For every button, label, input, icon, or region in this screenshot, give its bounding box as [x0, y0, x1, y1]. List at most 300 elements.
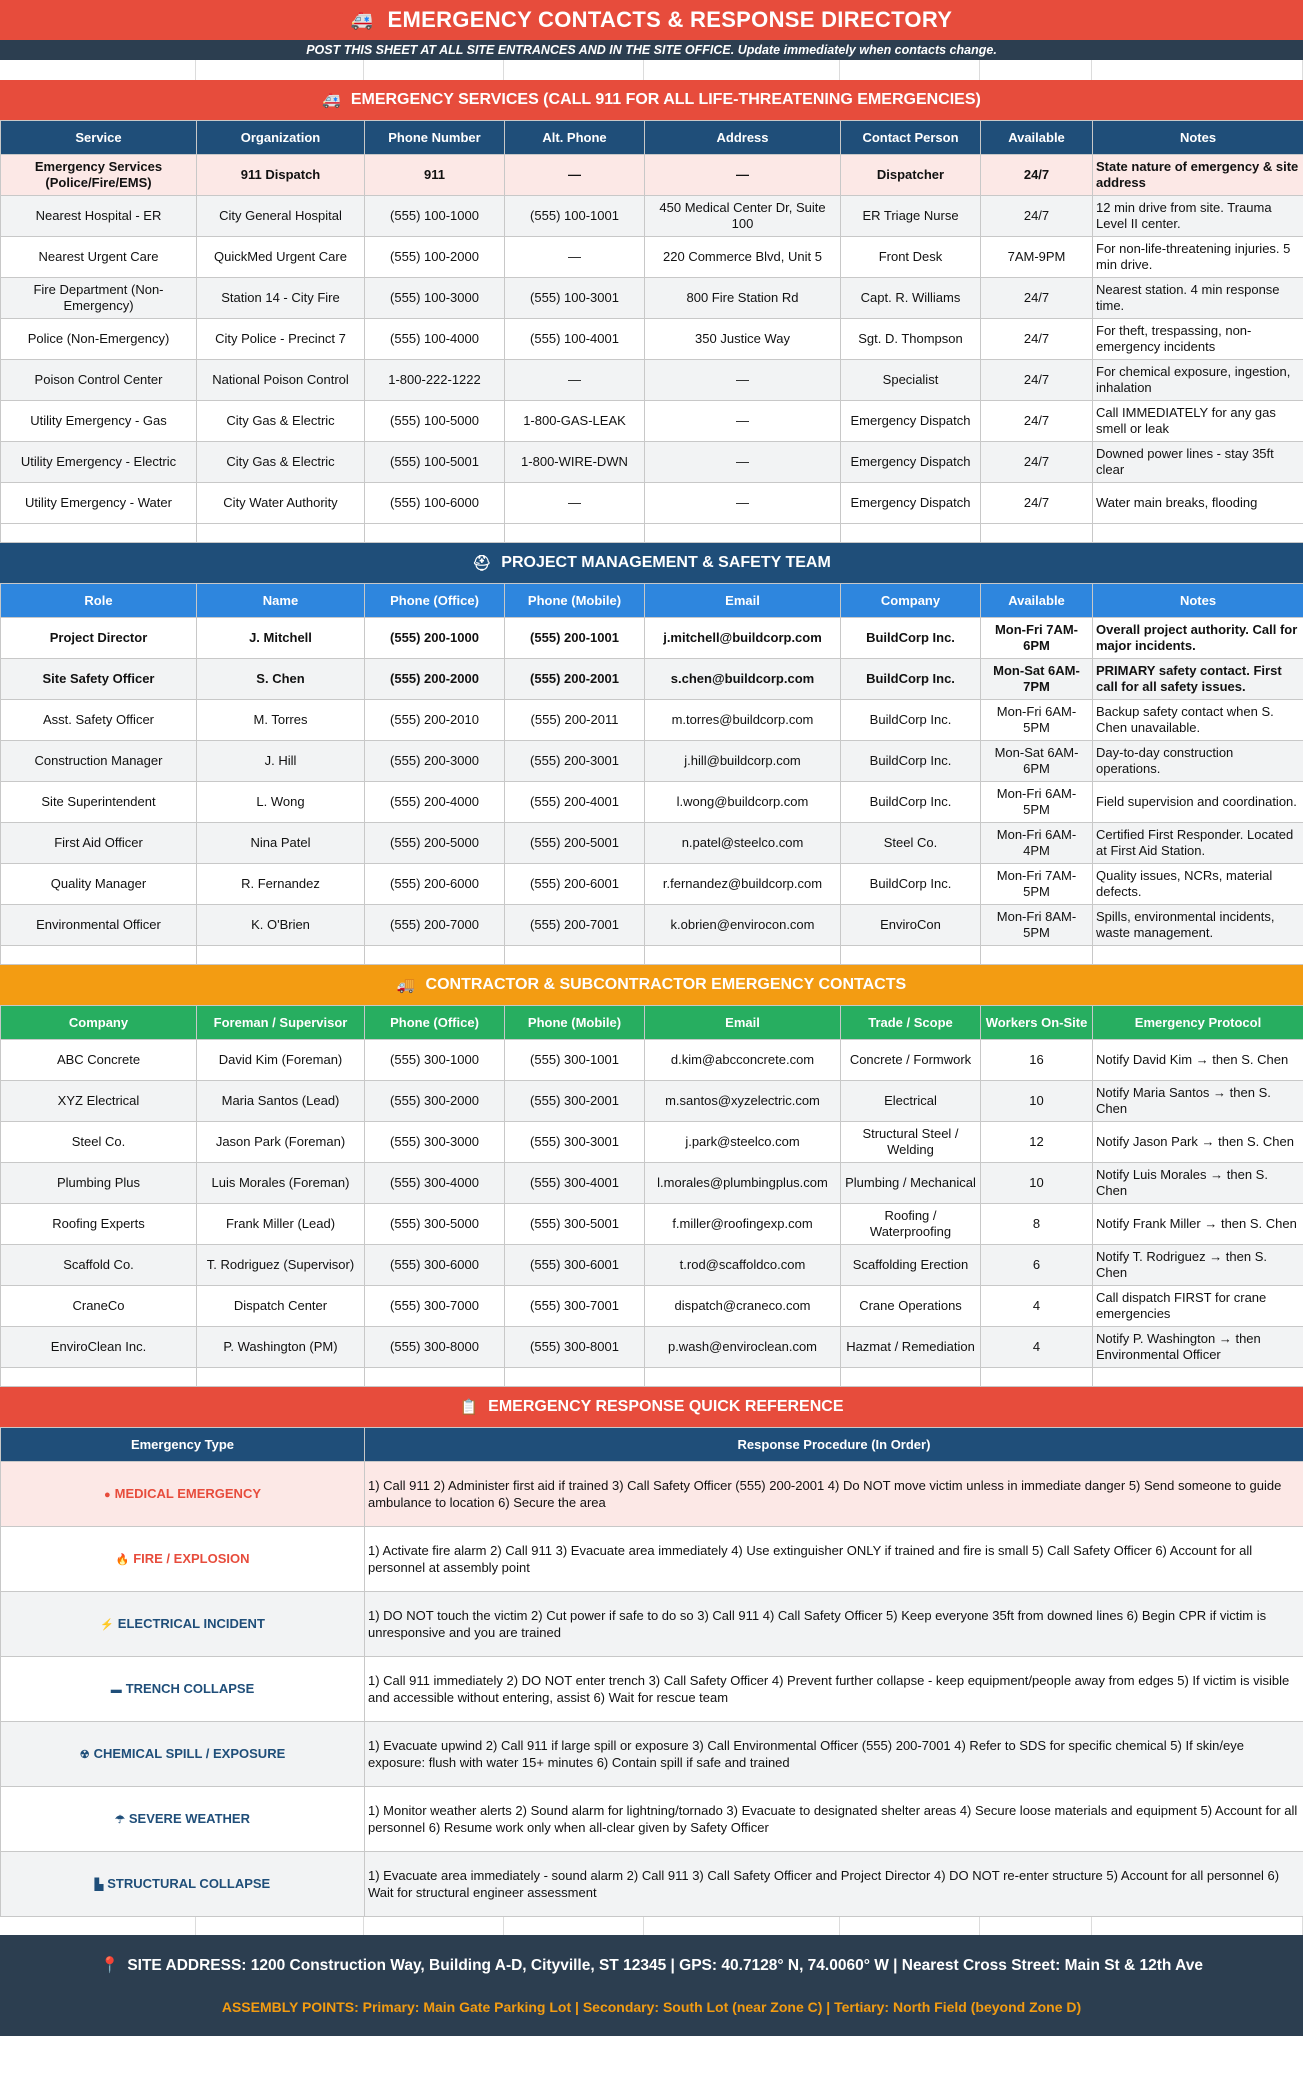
spacer [0, 60, 1303, 80]
spacer-cell [981, 946, 1093, 965]
table-cell: QuickMed Urgent Care [197, 237, 365, 278]
table-cell: Concrete / Formwork [841, 1040, 981, 1081]
table-cell: L. Wong [197, 782, 365, 823]
table-row [1, 155, 1303, 196]
table-cell: (555) 300-6000 [365, 1245, 505, 1286]
page-subtitle: POST THIS SHEET AT ALL SITE ENTRANCES AND IN THE SITE OFFICE. Update immediately when contacts change. [306, 43, 997, 57]
column-header: Foreman / Supervisor [197, 1006, 365, 1040]
table-cell: Police (Non-Emergency) [1, 319, 197, 360]
table-cell: (555) 300-4001 [505, 1163, 645, 1204]
table-cell: (555) 200-2011 [505, 700, 645, 741]
building-icon: ▙ [94, 1878, 104, 1891]
table-cell: Call dispatch FIRST for crane emergencies [1093, 1286, 1303, 1327]
table-cell: m.santos@xyzelectric.com [645, 1081, 841, 1122]
table-cell: BuildCorp Inc. [841, 782, 981, 823]
table-cell: Nearest Hospital - ER [1, 196, 197, 237]
table-cell: Nina Patel [197, 823, 365, 864]
spacer-cell [645, 1368, 841, 1387]
table-cell: (555) 200-2001 [505, 659, 645, 700]
table-cell: (555) 300-3001 [505, 1122, 645, 1163]
table-row [1, 360, 1303, 401]
table-cell: Construction Manager [1, 741, 197, 782]
column-header: Workers On-Site [981, 1006, 1093, 1040]
table-cell: S. Chen [197, 659, 365, 700]
column-header: Role [1, 584, 197, 618]
table-cell: Roofing Experts [1, 1204, 197, 1245]
table-cell: Water main breaks, flooding [1093, 483, 1303, 524]
table-cell: Emergency Dispatch [841, 442, 981, 483]
column-header: Email [645, 584, 841, 618]
table-cell: Fire Department (Non-Emergency) [1, 278, 197, 319]
table-cell: Spills, environmental incidents, waste management. [1093, 905, 1303, 946]
table-cell: k.obrien@envirocon.com [645, 905, 841, 946]
table-cell: (555) 100-1000 [365, 196, 505, 237]
emergency-type-cell [1, 1527, 365, 1592]
lightning-icon: ⚡ [100, 1618, 114, 1631]
table-cell: t.rod@scaffoldco.com [645, 1245, 841, 1286]
table-cell: Environmental Officer [1, 905, 197, 946]
table-cell: (555) 300-7001 [505, 1286, 645, 1327]
emergency-type-label: ELECTRICAL INCIDENT [117, 1615, 265, 1631]
table-cell: r.fernandez@buildcorp.com [645, 864, 841, 905]
column-header: Company [1, 1006, 197, 1040]
spacer-cell [505, 1368, 645, 1387]
table-cell: R. Fernandez [197, 864, 365, 905]
spacer-cell [1093, 524, 1303, 543]
column-header: Organization [197, 121, 365, 155]
table-cell: Site Superintendent [1, 782, 197, 823]
table-row [1, 1286, 1303, 1327]
spacer-cell [645, 946, 841, 965]
table-cell: State nature of emergency & site address [1093, 155, 1303, 196]
table-cell: (555) 200-1001 [505, 618, 645, 659]
table-cell: Poison Control Center [1, 360, 197, 401]
table-cell: 24/7 [981, 442, 1093, 483]
table-cell: 10 [981, 1081, 1093, 1122]
response-procedure-cell: 1) Activate fire alarm 2) Call 911 3) Evacuate area immediately 4) Use extinguisher ONLY if trained and fire is small 5) Call Safety Officer 6) Account for all personnel at assembly point [365, 1527, 1303, 1592]
table-cell: 4 [981, 1327, 1093, 1368]
table-cell: Mon-Sat 6AM-7PM [981, 659, 1093, 700]
spacer [0, 1917, 1303, 1935]
table-cell: (555) 300-3000 [365, 1122, 505, 1163]
table-cell: Luis Morales (Foreman) [197, 1163, 365, 1204]
table-cell: 6 [981, 1245, 1093, 1286]
table-cell: (555) 300-8000 [365, 1327, 505, 1368]
table-cell: P. Washington (PM) [197, 1327, 365, 1368]
table-cell: j.mitchell@buildcorp.com [645, 618, 841, 659]
table-cell: EnviroClean Inc. [1, 1327, 197, 1368]
response-procedure-cell: 1) Evacuate upwind 2) Call 911 if large spill or exposure 3) Call Environmental Officer (555) 200-7001 4) Refer to SDS for specific chemical 5) If skin/eye exposure: flush with water 15+ minutes 6) Contain spill if safe and trained [365, 1722, 1303, 1787]
quick-reference-title: EMERGENCY RESPONSE QUICK REFERENCE [488, 1398, 844, 1415]
page-title: EMERGENCY CONTACTS & RESPONSE DIRECTORY [387, 7, 953, 32]
table-cell: 220 Commerce Blvd, Unit 5 [645, 237, 841, 278]
table-header-row [1, 1006, 1303, 1040]
spacer-cell [841, 946, 981, 965]
contractors-title: CONTRACTOR & SUBCONTRACTOR EMERGENCY CONTACTS [425, 976, 907, 993]
table-cell: (555) 200-4001 [505, 782, 645, 823]
column-header: Available [981, 121, 1093, 155]
table-cell: — [505, 483, 645, 524]
table-cell: Frank Miller (Lead) [197, 1204, 365, 1245]
table-cell: m.torres@buildcorp.com [645, 700, 841, 741]
table-cell: Scaffolding Erection [841, 1245, 981, 1286]
table-row [1, 1327, 1303, 1368]
table-cell: 800 Fire Station Rd [645, 278, 841, 319]
spacer-cell [197, 946, 365, 965]
table-cell: City General Hospital [197, 196, 365, 237]
emergency-type-label: CHEMICAL SPILL / EXPOSURE [93, 1745, 286, 1761]
table-row [1, 1527, 1303, 1592]
table-cell: City Police - Precinct 7 [197, 319, 365, 360]
table-row [1, 196, 1303, 237]
table-cell: Utility Emergency - Gas [1, 401, 197, 442]
table-row [1, 1122, 1303, 1163]
project-team-table [0, 583, 1303, 965]
table-cell: Electrical [841, 1081, 981, 1122]
table-cell: 24/7 [981, 401, 1093, 442]
table-cell: (555) 200-5001 [505, 823, 645, 864]
table-cell: Downed power lines - stay 35ft clear [1093, 442, 1303, 483]
table-cell: 8 [981, 1204, 1093, 1245]
table-cell: Scaffold Co. [1, 1245, 197, 1286]
table-cell: Maria Santos (Lead) [197, 1081, 365, 1122]
table-cell: For non-life-threatening injuries. 5 min drive. [1093, 237, 1303, 278]
table-header-row [1, 1428, 1303, 1462]
column-header: Company [841, 584, 981, 618]
spacer-cell [1, 524, 197, 543]
table-cell: David Kim (Foreman) [197, 1040, 365, 1081]
table-cell: — [505, 360, 645, 401]
table-cell: (555) 200-3000 [365, 741, 505, 782]
emergency-type-cell [1, 1787, 365, 1852]
spacer-cell [365, 524, 505, 543]
ambulance-icon: 🚑 [322, 92, 341, 109]
hazard-icon: ☢ [79, 1748, 90, 1761]
contractors-table [0, 1005, 1303, 1387]
table-cell: Dispatcher [841, 155, 981, 196]
table-cell: — [645, 442, 841, 483]
clipboard-icon: 📋 [459, 1399, 479, 1416]
table-cell: BuildCorp Inc. [841, 700, 981, 741]
table-cell: Plumbing / Mechanical [841, 1163, 981, 1204]
table-cell: (555) 300-5000 [365, 1204, 505, 1245]
site-info-footer [0, 1935, 1303, 2036]
table-cell: 24/7 [981, 319, 1093, 360]
spacer-cell [1, 946, 197, 965]
table-cell: Notify P. Washington → then Environmental Officer [1093, 1327, 1303, 1368]
table-cell: (555) 300-7000 [365, 1286, 505, 1327]
table-cell: 24/7 [981, 155, 1093, 196]
emergency-type-label: STRUCTURAL COLLAPSE [107, 1875, 271, 1891]
column-header: Name [197, 584, 365, 618]
table-cell: Mon-Fri 7AM-6PM [981, 618, 1093, 659]
table-cell: Front Desk [841, 237, 981, 278]
table-row [1, 442, 1303, 483]
table-cell: 1-800-GAS-LEAK [505, 401, 645, 442]
column-header: Phone (Mobile) [505, 584, 645, 618]
table-cell: T. Rodriguez (Supervisor) [197, 1245, 365, 1286]
emergency-type-label: SEVERE WEATHER [128, 1810, 250, 1826]
table-cell: — [645, 360, 841, 401]
spacer-cell [645, 524, 841, 543]
table-row [1, 1852, 1303, 1917]
quick-reference-heading [0, 1387, 1303, 1427]
quick-reference-table [0, 1427, 1303, 1917]
table-cell: 350 Justice Way [645, 319, 841, 360]
table-cell: Steel Co. [841, 823, 981, 864]
table-cell: Mon-Fri 8AM-5PM [981, 905, 1093, 946]
table-cell: (555) 300-4000 [365, 1163, 505, 1204]
table-cell: (555) 200-6000 [365, 864, 505, 905]
table-cell: Day-to-day construction operations. [1093, 741, 1303, 782]
table-cell: Notify David Kim → then S. Chen [1093, 1040, 1303, 1081]
table-row [1, 618, 1303, 659]
table-cell: (555) 100-4000 [365, 319, 505, 360]
emergency-type-label: FIRE / EXPLOSION [133, 1550, 250, 1566]
table-cell: Jason Park (Foreman) [197, 1122, 365, 1163]
table-cell: Mon-Fri 6AM-4PM [981, 823, 1093, 864]
table-cell: City Gas & Electric [197, 401, 365, 442]
spacer-cell [1093, 1368, 1303, 1387]
table-cell: (555) 300-2001 [505, 1081, 645, 1122]
table-cell: (555) 100-3001 [505, 278, 645, 319]
table-row [1, 1245, 1303, 1286]
table-cell: K. O'Brien [197, 905, 365, 946]
column-header: Contact Person [841, 121, 981, 155]
fire-icon: 🔥 [115, 1553, 130, 1566]
table-cell: Field supervision and coordination. [1093, 782, 1303, 823]
pin-icon: 📍 [100, 1957, 120, 1974]
table-cell: j.park@steelco.com [645, 1122, 841, 1163]
table-cell: d.kim@abcconcrete.com [645, 1040, 841, 1081]
page-subtitle-bar [0, 40, 1303, 60]
table-cell: Roofing / Waterproofing [841, 1204, 981, 1245]
table-cell: j.hill@buildcorp.com [645, 741, 841, 782]
column-header: Service [1, 121, 197, 155]
emergency-type-label: MEDICAL EMERGENCY [114, 1485, 262, 1501]
site-address-line [100, 1956, 1203, 1975]
table-cell: Utility Emergency - Water [1, 483, 197, 524]
table-cell: 450 Medical Center Dr, Suite 100 [645, 196, 841, 237]
column-header: Response Procedure (In Order) [365, 1428, 1303, 1462]
table-row [1, 700, 1303, 741]
table-row [1, 319, 1303, 360]
emergency-type-cell [1, 1657, 365, 1722]
table-cell: BuildCorp Inc. [841, 618, 981, 659]
table-cell: (555) 200-3001 [505, 741, 645, 782]
table-cell: (555) 100-4001 [505, 319, 645, 360]
table-cell: f.miller@roofingexp.com [645, 1204, 841, 1245]
emergency-services-heading [0, 80, 1303, 120]
table-cell: 911 [365, 155, 505, 196]
column-header: Email [645, 1006, 841, 1040]
table-cell: — [505, 155, 645, 196]
column-header: Notes [1093, 121, 1303, 155]
table-cell: 1-800-WIRE-DWN [505, 442, 645, 483]
table-cell: (555) 100-2000 [365, 237, 505, 278]
table-cell: XYZ Electrical [1, 1081, 197, 1122]
table-cell: (555) 300-5001 [505, 1204, 645, 1245]
table-cell: 24/7 [981, 278, 1093, 319]
column-header: Phone Number [365, 121, 505, 155]
spacer-row [1, 1368, 1303, 1387]
table-cell: Overall project authority. Call for major incidents. [1093, 618, 1303, 659]
table-cell: Quality issues, NCRs, material defects. [1093, 864, 1303, 905]
table-row [1, 1204, 1303, 1245]
column-header: Trade / Scope [841, 1006, 981, 1040]
table-cell: Emergency Services (Police/Fire/EMS) [1, 155, 197, 196]
spacer-cell [365, 946, 505, 965]
table-cell: Capt. R. Williams [841, 278, 981, 319]
table-cell: National Poison Control [197, 360, 365, 401]
table-row [1, 278, 1303, 319]
table-row [1, 401, 1303, 442]
weather-icon: ☂ [115, 1813, 125, 1826]
table-cell: (555) 300-6001 [505, 1245, 645, 1286]
spacer-cell [981, 1368, 1093, 1387]
table-header-row [1, 584, 1303, 618]
table-cell: Plumbing Plus [1, 1163, 197, 1204]
table-cell: CraneCo [1, 1286, 197, 1327]
spacer-row [1, 524, 1303, 543]
table-cell: 7AM-9PM [981, 237, 1093, 278]
table-cell: (555) 300-2000 [365, 1081, 505, 1122]
table-cell: Steel Co. [1, 1122, 197, 1163]
table-cell: City Gas & Electric [197, 442, 365, 483]
table-cell: l.morales@plumbingplus.com [645, 1163, 841, 1204]
spacer-cell [365, 1368, 505, 1387]
table-cell: (555) 100-3000 [365, 278, 505, 319]
column-header: Phone (Office) [365, 584, 505, 618]
table-row [1, 659, 1303, 700]
table-cell: 12 min drive from site. Trauma Level II center. [1093, 196, 1303, 237]
table-cell: 16 [981, 1040, 1093, 1081]
table-cell: BuildCorp Inc. [841, 864, 981, 905]
table-row [1, 483, 1303, 524]
table-cell: (555) 100-1001 [505, 196, 645, 237]
table-cell: M. Torres [197, 700, 365, 741]
table-header-row [1, 121, 1303, 155]
ambulance-icon: 🚑 [350, 9, 374, 30]
spacer-cell [197, 524, 365, 543]
response-procedure-cell: 1) Call 911 immediately 2) DO NOT enter trench 3) Call Safety Officer 4) Prevent further collapse - keep equipment/people away from edges 5) If victim is visible and accessible without entering, assist 6) Wait for rescue team [365, 1657, 1303, 1722]
table-cell: Quality Manager [1, 864, 197, 905]
table-cell: (555) 200-5000 [365, 823, 505, 864]
site-address: SITE ADDRESS: 1200 Construction Way, Building A-D, Cityville, ST 12345 | GPS: 40.7128° N, 74.0060° W | Nearest Cross Street: Main St & 12th Ave [127, 1957, 1203, 1974]
table-row [1, 864, 1303, 905]
column-header: Address [645, 121, 841, 155]
spacer-cell [841, 1368, 981, 1387]
table-cell: City Water Authority [197, 483, 365, 524]
table-cell: — [645, 155, 841, 196]
table-row [1, 1657, 1303, 1722]
table-cell: J. Mitchell [197, 618, 365, 659]
spacer-cell [1, 1368, 197, 1387]
table-cell: 4 [981, 1286, 1093, 1327]
response-procedure-cell: 1) Monitor weather alerts 2) Sound alarm for lightning/tornado 3) Evacuate to designated shelter areas 4) Secure loose materials and equipment 5) Account for all personnel 6) Resume work only when all-clear given by Safety Officer [365, 1787, 1303, 1852]
project-team-title: PROJECT MANAGEMENT & SAFETY TEAM [501, 554, 831, 571]
table-cell: (555) 100-5000 [365, 401, 505, 442]
table-cell: J. Hill [197, 741, 365, 782]
truck-icon: 🚚 [396, 977, 416, 994]
spacer-cell [981, 524, 1093, 543]
contractors-heading [0, 965, 1303, 1005]
table-cell: Specialist [841, 360, 981, 401]
table-cell: — [645, 483, 841, 524]
table-row [1, 905, 1303, 946]
table-cell: (555) 300-1001 [505, 1040, 645, 1081]
table-row [1, 1592, 1303, 1657]
table-cell: 24/7 [981, 483, 1093, 524]
table-cell: ER Triage Nurse [841, 196, 981, 237]
column-header: Phone (Office) [365, 1006, 505, 1040]
table-cell: 10 [981, 1163, 1093, 1204]
table-cell: Nearest station. 4 min response time. [1093, 278, 1303, 319]
emergency-type-cell [1, 1592, 365, 1657]
table-cell: BuildCorp Inc. [841, 659, 981, 700]
emergency-type-cell [1, 1462, 365, 1527]
table-cell: 24/7 [981, 196, 1093, 237]
table-cell: (555) 100-6000 [365, 483, 505, 524]
table-cell: Notify Frank Miller → then S. Chen [1093, 1204, 1303, 1245]
table-row [1, 1462, 1303, 1527]
table-row [1, 1163, 1303, 1204]
table-cell: Notify T. Rodriguez → then S. Chen [1093, 1245, 1303, 1286]
column-header: Notes [1093, 584, 1303, 618]
table-cell: (555) 300-1000 [365, 1040, 505, 1081]
table-cell: (555) 200-4000 [365, 782, 505, 823]
table-cell: (555) 200-6001 [505, 864, 645, 905]
trench-icon: ▬ [110, 1683, 122, 1696]
table-cell: — [505, 237, 645, 278]
table-row [1, 1722, 1303, 1787]
page-title-bar [0, 0, 1303, 40]
spacer-cell [505, 524, 645, 543]
spacer-cell [841, 524, 981, 543]
table-cell: Mon-Fri 7AM-5PM [981, 864, 1093, 905]
table-cell: (555) 200-2010 [365, 700, 505, 741]
table-cell: Notify Jason Park → then S. Chen [1093, 1122, 1303, 1163]
table-cell: 12 [981, 1122, 1093, 1163]
table-cell: PRIMARY safety contact. First call for all safety issues. [1093, 659, 1303, 700]
table-row [1, 1787, 1303, 1852]
hard-hat-icon: ⛑ [472, 555, 492, 572]
column-header: Emergency Type [1, 1428, 365, 1462]
table-cell: p.wash@enviroclean.com [645, 1327, 841, 1368]
spacer-cell [197, 1368, 365, 1387]
table-cell: (555) 200-1000 [365, 618, 505, 659]
emergency-type-label: TRENCH COLLAPSE [125, 1680, 255, 1696]
table-cell: (555) 100-5001 [365, 442, 505, 483]
table-cell: Certified First Responder. Located at First Aid Station. [1093, 823, 1303, 864]
table-cell: Structural Steel / Welding [841, 1122, 981, 1163]
table-cell: Hazmat / Remediation [841, 1327, 981, 1368]
column-header: Available [981, 584, 1093, 618]
emergency-type-cell [1, 1722, 365, 1787]
table-cell: Notify Maria Santos → then S. Chen [1093, 1081, 1303, 1122]
column-header: Emergency Protocol [1093, 1006, 1303, 1040]
table-row [1, 1040, 1303, 1081]
column-header: Alt. Phone [505, 121, 645, 155]
table-cell: (555) 200-7001 [505, 905, 645, 946]
table-cell: Emergency Dispatch [841, 401, 981, 442]
table-cell: Notify Luis Morales → then S. Chen [1093, 1163, 1303, 1204]
table-row [1, 782, 1303, 823]
spacer-cell [505, 946, 645, 965]
medical-icon: ● [103, 1488, 111, 1501]
table-cell: s.chen@buildcorp.com [645, 659, 841, 700]
table-row [1, 237, 1303, 278]
